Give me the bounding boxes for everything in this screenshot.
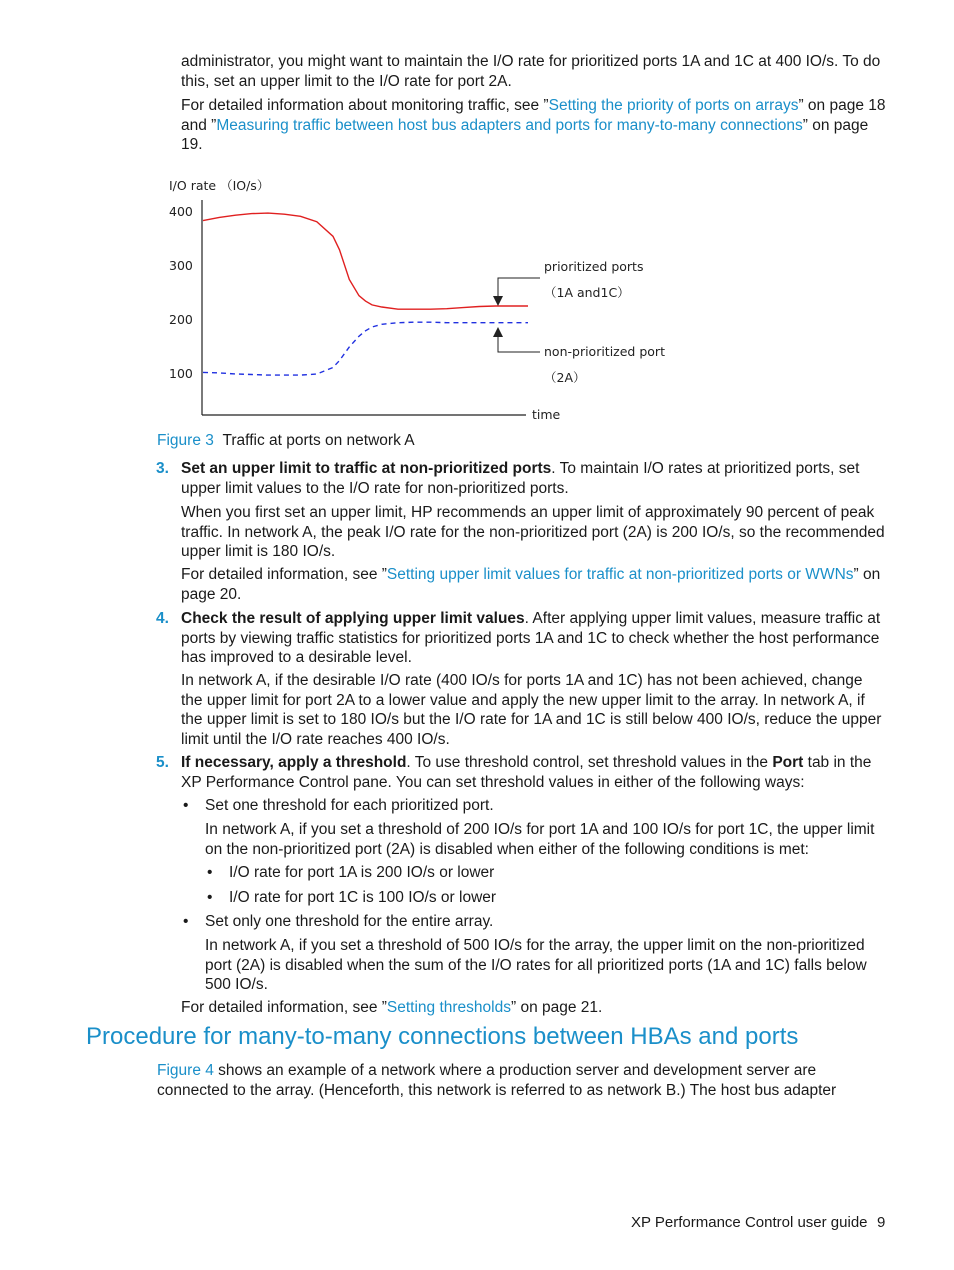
y-tick-label: 400 (169, 204, 193, 219)
link-setting-upper-limit[interactable]: Setting upper limit values for traffic at non-prioritized ports or WWNs (386, 566, 854, 583)
step5-paragraph: If necessary, apply a threshold. To use threshold control, set threshold values in the Port tab in the XP Performance Control pane. You can set threshold values in either of the following ways: (181, 754, 872, 791)
step-number: 3. (156, 460, 169, 477)
intro-paragraph-2: For detailed information about monitoring traffic, see ”Setting the priority of ports on arrays” on page 18 and ”Measuring traffic between host bus adapters and ports for many-to-many connections” on page 19. (181, 97, 886, 153)
link-setting-priority[interactable]: Setting the priority of ports on arrays (548, 97, 799, 114)
step-number: 4. (156, 610, 169, 627)
link-measuring-traffic[interactable]: Measuring traffic between host bus adapters and ports for many-to-many connections (216, 116, 803, 134)
step3-paragraph-2: When you first set an upper limit, HP recommends an upper limit of approximately 90 percent of peak traffic. In network A, the peak I/O rate for the non-prioritized port (2A) is 200 IO/s, so the recommended upper limit is 180 IO/s. (181, 504, 885, 560)
chart-svg (160, 170, 680, 432)
y-tick-label: 200 (169, 312, 193, 327)
link-setting-thresholds[interactable]: Setting thresholds (386, 999, 511, 1016)
y-tick-label: 100 (169, 366, 193, 381)
step3-paragraph: Set an upper limit to traffic at non-prioritized ports. To maintain I/O rates at prioritized ports, set upper limit values to the I/O rate for non-prioritized ports. (181, 460, 860, 497)
link-figure-4[interactable]: Figure 4 (157, 1062, 214, 1079)
y-axis-label: I/O rate （IO/s） (169, 178, 270, 193)
figure-traffic-chart (160, 170, 680, 438)
bullet-marker: • (183, 797, 189, 814)
step3-title: Set an upper limit to traffic at non-prioritized ports (181, 460, 552, 477)
step5-title: If necessary, apply a threshold (181, 754, 407, 771)
arrow-non-prioritized (493, 327, 540, 352)
step3-paragraph-3: For detailed information, see ”Setting upper limit values for traffic at non-prioritized ports or WWNs” on page 20. (181, 566, 881, 603)
x-axis-label: time (532, 407, 561, 422)
step5-bullet-2-paragraph: In network A, if you set a threshold of 500 IO/s for the array, the upper limit on the non-prioritized port (2A) is disabled when the sum of the I/O rates for all prioritized ports (1A and 1C) falls below 500 IO/s. (205, 937, 867, 993)
footer-title: XP Performance Control user guide (631, 1214, 868, 1231)
figure-caption-text: Traffic at ports on network A (222, 432, 415, 449)
series-line-prioritized (203, 213, 528, 309)
figure-caption-label: Figure 3 (157, 432, 214, 449)
annotation-prioritized: prioritized ports (544, 259, 644, 274)
section-heading: Procedure for many-to-many connections between HBAs and ports (86, 1023, 799, 1050)
step5-sub-bullet-1: I/O rate for port 1A is 200 IO/s or lower (229, 864, 495, 881)
bullet-marker: • (207, 864, 213, 881)
series-line-non-prioritized (203, 322, 528, 375)
step5-bullet-1: Set one threshold for each prioritized port. (205, 797, 494, 814)
step5-bullet-2: Set only one threshold for the entire array. (205, 913, 494, 930)
bullet-marker: • (183, 913, 189, 930)
step5-sub-bullet-2: I/O rate for port 1C is 100 IO/s or lower (229, 889, 497, 906)
arrow-prioritized (493, 278, 540, 306)
figure-caption (157, 431, 415, 451)
step5-final-paragraph: For detailed information, see ”Setting thresholds” on page 21. (181, 999, 603, 1016)
step4-paragraph: Check the result of applying upper limit values. After applying upper limit values, measure traffic at ports by viewing traffic statistics for prioritized ports 1A and 1C to check whether the host performance has improved to a desirable level. (181, 610, 881, 666)
annotation-non-prioritized: non-prioritized port (544, 344, 665, 359)
step-number: 5. (156, 754, 169, 771)
intro-paragraph-1: administrator, you might want to maintain the I/O rate for prioritized ports 1A and 1C at 400 IO/s. To do this, set an upper limit to the I/O rate for port 2A. (181, 53, 881, 90)
y-tick-label: 300 (169, 258, 193, 273)
step4-title: Check the result of applying upper limit values (181, 610, 525, 627)
bullet-marker: • (207, 889, 213, 906)
step5-bullet-1-paragraph: In network A, if you set a threshold of 200 IO/s for port 1A and 100 IO/s for port 1C, the upper limit on the non-prioritized port (2A) is disabled when either of the following conditions is met: (205, 821, 875, 858)
step4-paragraph-2: In network A, if the desirable I/O rate (400 IO/s for ports 1A and 1C) has not been achieved, change the upper limit for port 2A to a lower value and apply the new upper limit to the array. In network A, if the upper limit is set to 180 IO/s but the I/O rate for 1A and 1C is still below 400 IO/s, reduce the upper limit until the I/O rate reaches 400 IO/s. (181, 672, 882, 748)
section-paragraph: Figure 4 shows an example of a network where a production server and development server are connected to the array. (Henceforth, this network is referred to as network B.) The host bus adapter (157, 1062, 837, 1099)
annotation-non-prioritized-port: （2A） (544, 370, 586, 385)
annotation-prioritized-ports: （1A and1C） (544, 285, 630, 300)
page-number: 9 (877, 1214, 886, 1231)
